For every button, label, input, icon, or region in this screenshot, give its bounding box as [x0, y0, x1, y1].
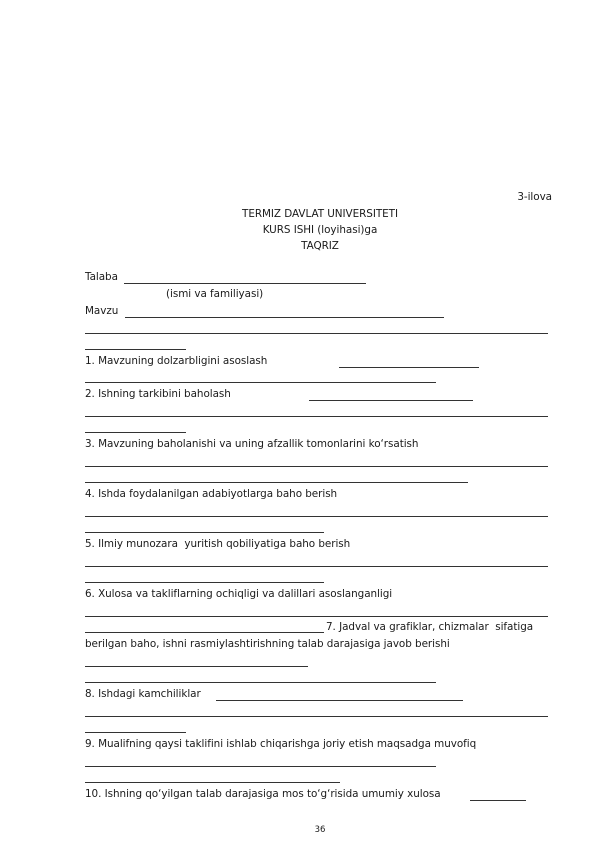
answer-7-line-2[interactable] — [85, 682, 436, 683]
answer-1-line-2[interactable] — [85, 382, 436, 383]
document-title: TAQRIZ — [301, 240, 339, 252]
answer-1-line[interactable] — [339, 367, 479, 368]
question-4: 4. Ishda foydalanilgan adabiyotlarga baho berish — [85, 488, 338, 500]
topic-line[interactable] — [125, 317, 444, 318]
answer-3-line[interactable] — [85, 466, 548, 467]
answer-7-line[interactable] — [85, 666, 308, 667]
topic-line-3[interactable] — [85, 349, 186, 350]
answer-5-line-2[interactable] — [85, 582, 324, 583]
answer-6-line-2[interactable] — [85, 632, 324, 633]
question-3: 3. Mavzuning baholanishi va uning afzallik tomonlarini ko‘rsatish — [85, 438, 419, 450]
topic-line-2[interactable] — [85, 333, 548, 334]
topic-label: Mavzu — [85, 305, 119, 317]
answer-3-line-2[interactable] — [85, 482, 468, 483]
question-7-continuation: berilgan baho, ishni rasmiylashtirishning talab darajasiga javob berishi — [85, 638, 450, 650]
answer-4-line[interactable] — [85, 516, 548, 517]
appendix-label: 3-ilova — [517, 191, 552, 203]
student-label: Talaba — [85, 271, 118, 283]
answer-6-line[interactable] — [85, 616, 548, 617]
answer-2-line[interactable] — [309, 400, 473, 401]
answer-9-line[interactable] — [85, 766, 436, 767]
question-7-start: 7. Jadval va grafiklar, chizmalar sifatiga — [326, 621, 534, 633]
work-title: KURS ISHI (loyihasi)ga — [262, 224, 378, 236]
student-name-line[interactable] — [124, 283, 366, 284]
question-10: 10. Ishning qo‘yilgan talab darajasiga mos to‘g‘risida umumiy xulosa — [85, 788, 441, 800]
answer-10-line[interactable] — [470, 800, 526, 801]
answer-8-line-3[interactable] — [85, 732, 186, 733]
answer-2-line-3[interactable] — [85, 432, 186, 433]
university-name: TERMIZ DAVLAT UNIVERSITETI — [242, 208, 398, 220]
question-8: 8. Ishdagi kamchiliklar — [85, 688, 201, 700]
answer-5-line[interactable] — [85, 566, 548, 567]
question-9: 9. Mualifning qaysi taklifini ishlab chiqarishga joriy etish maqsadga muvofiq — [85, 738, 477, 750]
page-number: 36 — [314, 825, 326, 835]
answer-2-line-2[interactable] — [85, 416, 548, 417]
question-1: 1. Mavzuning dolzarbligini asoslash — [85, 355, 268, 367]
answer-4-line-2[interactable] — [85, 532, 324, 533]
answer-8-line-2[interactable] — [85, 716, 548, 717]
student-name-hint: (ismi va familiyasi) — [166, 288, 264, 300]
question-5: 5. Ilmiy munozara yuritish qobiliyatiga baho berish — [85, 538, 351, 550]
question-6: 6. Xulosa va takliflarning ochiqligi va dalillari asoslanganligi — [85, 588, 393, 600]
answer-8-line[interactable] — [216, 700, 463, 701]
answer-9-line-2[interactable] — [85, 782, 340, 783]
question-2: 2. Ishning tarkibini baholash — [85, 388, 231, 400]
